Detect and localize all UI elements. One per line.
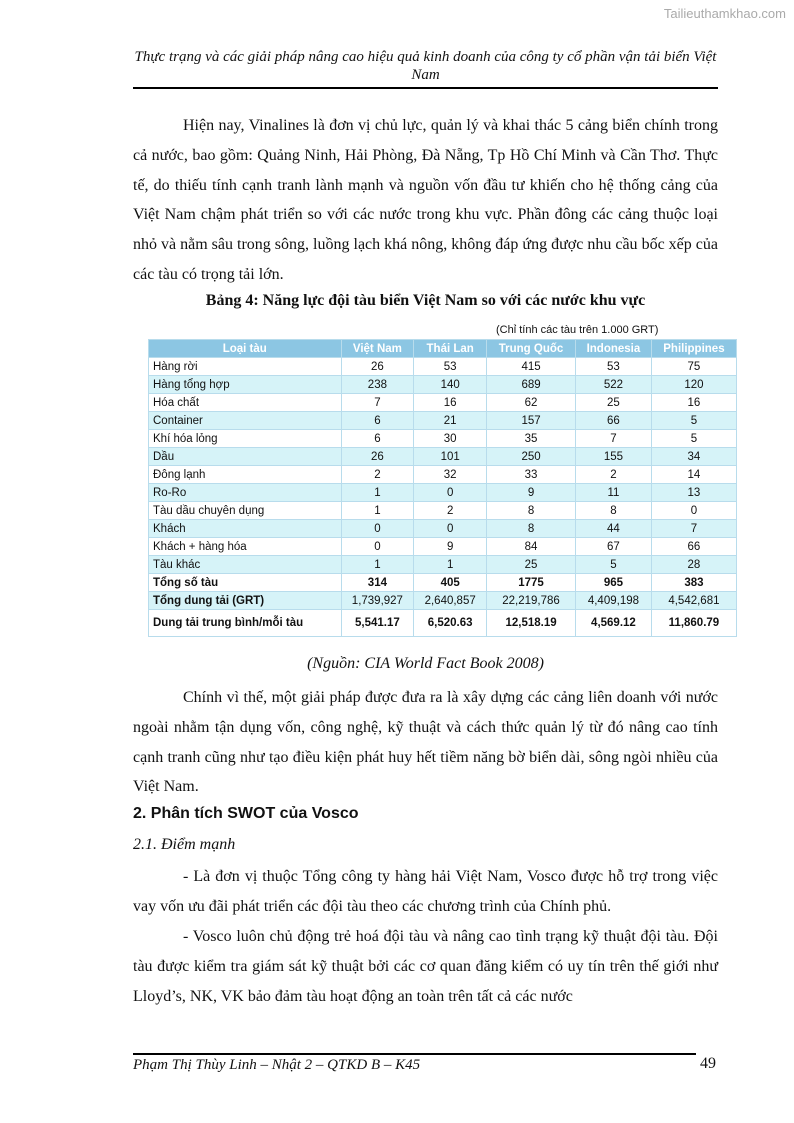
row-label: Hóa chất bbox=[149, 394, 342, 412]
cell: 34 bbox=[651, 448, 736, 466]
col-header: Indonesia bbox=[576, 340, 652, 358]
cell: 1 bbox=[341, 556, 414, 574]
cell: 32 bbox=[414, 466, 487, 484]
row-label: Tàu khác bbox=[149, 556, 342, 574]
cell: 522 bbox=[576, 376, 652, 394]
cell: 1 bbox=[414, 556, 487, 574]
footer-author: Phạm Thị Thùy Linh – Nhật 2 – QTKD B – K45 bbox=[133, 1057, 421, 1073]
cell: 5 bbox=[651, 430, 736, 448]
cell: 2 bbox=[576, 466, 652, 484]
cell: 2 bbox=[341, 466, 414, 484]
cell: 1 bbox=[341, 484, 414, 502]
col-header: Loại tàu bbox=[149, 340, 342, 358]
cell: 0 bbox=[341, 538, 414, 556]
cell: 84 bbox=[487, 538, 576, 556]
cell: 4,569.12 bbox=[576, 610, 652, 637]
cell: 8 bbox=[576, 502, 652, 520]
cell: 53 bbox=[576, 358, 652, 376]
row-label: Hàng rời bbox=[149, 358, 342, 376]
cell: 689 bbox=[487, 376, 576, 394]
cell: 14 bbox=[651, 466, 736, 484]
cell: 415 bbox=[487, 358, 576, 376]
cell: 21 bbox=[414, 412, 487, 430]
footer-rule bbox=[133, 1053, 696, 1055]
cell: 11 bbox=[576, 484, 652, 502]
cell: 25 bbox=[487, 556, 576, 574]
table-row bbox=[149, 430, 737, 448]
cell: 35 bbox=[487, 430, 576, 448]
cell: 26 bbox=[341, 448, 414, 466]
table-row bbox=[149, 376, 737, 394]
cell: 238 bbox=[341, 376, 414, 394]
col-header: Philippines bbox=[651, 340, 736, 358]
row-label: Tàu dầu chuyên dụng bbox=[149, 502, 342, 520]
row-label: Đông lạnh bbox=[149, 466, 342, 484]
cell: 4,409,198 bbox=[576, 592, 652, 610]
cell: 66 bbox=[576, 412, 652, 430]
cell: 30 bbox=[414, 430, 487, 448]
cell: 28 bbox=[651, 556, 736, 574]
page-number: 49 bbox=[700, 1055, 716, 1072]
watermark: Tailieuthamkhao.com bbox=[663, 6, 786, 21]
cell: 25 bbox=[576, 394, 652, 412]
cell: 0 bbox=[414, 484, 487, 502]
cell: 16 bbox=[651, 394, 736, 412]
cell: 16 bbox=[414, 394, 487, 412]
table-title: Bảng 4: Năng lực đội tàu biển Việt Nam so với các nước khu vực bbox=[205, 292, 646, 309]
fleet-table bbox=[148, 339, 737, 637]
table-row bbox=[149, 394, 737, 412]
cell: 1,739,927 bbox=[341, 592, 414, 610]
table-header-row bbox=[149, 340, 737, 358]
cell: 8 bbox=[487, 520, 576, 538]
cell: 7 bbox=[341, 394, 414, 412]
col-header: Thái Lan bbox=[414, 340, 487, 358]
table-row bbox=[149, 574, 737, 592]
table-row bbox=[149, 466, 737, 484]
row-label: Hàng tổng hợp bbox=[149, 376, 342, 394]
cell: 13 bbox=[651, 484, 736, 502]
cell: 44 bbox=[576, 520, 652, 538]
section-heading: 2. Phân tích SWOT của Vosco bbox=[133, 805, 359, 822]
table-source: (Nguồn: CIA World Fact Book 2008) bbox=[307, 655, 544, 672]
table-row bbox=[149, 484, 737, 502]
cell: 9 bbox=[487, 484, 576, 502]
cell: 0 bbox=[414, 520, 487, 538]
row-label: Dầu bbox=[149, 448, 342, 466]
cell: 2 bbox=[414, 502, 487, 520]
cell: 965 bbox=[576, 574, 652, 592]
table-row bbox=[149, 358, 737, 376]
running-header: Thực trạng và các giải pháp nâng cao hiệu quả kinh doanh của công ty cổ phần vận tải biển Việt Nam bbox=[134, 49, 717, 83]
table-note: (Chỉ tính các tàu trên 1.000 GRT) bbox=[496, 324, 659, 336]
cell: 1 bbox=[341, 502, 414, 520]
cell: 4,542,681 bbox=[651, 592, 736, 610]
subsection-heading: 2.1. Điểm mạnh bbox=[133, 836, 236, 853]
cell: 66 bbox=[651, 538, 736, 556]
cell: 6,520.63 bbox=[414, 610, 487, 637]
table-row bbox=[149, 412, 737, 430]
table-row bbox=[149, 502, 737, 520]
row-label: Khách + hàng hóa bbox=[149, 538, 342, 556]
cell: 140 bbox=[414, 376, 487, 394]
cell: 33 bbox=[487, 466, 576, 484]
row-label: Tổng số tàu bbox=[149, 574, 342, 592]
cell: 22,219,786 bbox=[487, 592, 576, 610]
cell: 0 bbox=[651, 502, 736, 520]
table-row bbox=[149, 610, 737, 637]
paragraph-2: Chính vì thế, một giải pháp được đưa ra là xây dựng các cảng liên doanh với nước ngoài nhằm tận dụng vốn, công nghệ, kỹ thuật và cách thức quản lý từ đó nâng cao tính cạnh tranh cũng như tạo điều kiện phát huy hết tiềm năng bờ biển dài, sông ngòi nhiều của Việt Nam. bbox=[133, 689, 718, 796]
col-header: Trung Quốc bbox=[487, 340, 576, 358]
row-label: Ro-Ro bbox=[149, 484, 342, 502]
row-label: Khí hóa lỏng bbox=[149, 430, 342, 448]
cell: 7 bbox=[651, 520, 736, 538]
cell: 6 bbox=[341, 412, 414, 430]
header-rule bbox=[133, 87, 718, 89]
cell: 9 bbox=[414, 538, 487, 556]
cell: 0 bbox=[341, 520, 414, 538]
cell: 7 bbox=[576, 430, 652, 448]
table-row bbox=[149, 520, 737, 538]
cell: 5 bbox=[651, 412, 736, 430]
cell: 250 bbox=[487, 448, 576, 466]
cell: 75 bbox=[651, 358, 736, 376]
cell: 11,860.79 bbox=[651, 610, 736, 637]
cell: 314 bbox=[341, 574, 414, 592]
cell: 62 bbox=[487, 394, 576, 412]
cell: 5,541.17 bbox=[341, 610, 414, 637]
paragraph-1: Hiện nay, Vinalines là đơn vị chủ lực, quản lý và khai thác 5 cảng biển chính trong cả nước, bao gồm: Quảng Ninh, Hải Phòng, Đà Nẵng, Tp Hồ Chí Minh và Cần Thơ. Thực tế, do thiếu tính cạnh tranh lành mạnh và nguồn vốn đầu tư khiến cho hệ thống cảng của Việt Nam chậm phát triển so với các nước trong khu vực. Phần đông các cảng thuộc loại nhỏ và nằm sâu trong sông, luồng lạch khá nông, không đáp ứng được nhu cầu bốc xếp của các tàu có trọng tải lớn. bbox=[133, 117, 718, 283]
cell: 101 bbox=[414, 448, 487, 466]
cell: 12,518.19 bbox=[487, 610, 576, 637]
cell: 120 bbox=[651, 376, 736, 394]
cell: 8 bbox=[487, 502, 576, 520]
cell: 155 bbox=[576, 448, 652, 466]
table-row bbox=[149, 448, 737, 466]
cell: 2,640,857 bbox=[414, 592, 487, 610]
row-label: Tổng dung tải (GRT) bbox=[149, 592, 342, 610]
row-label: Khách bbox=[149, 520, 342, 538]
col-header: Việt Nam bbox=[341, 340, 414, 358]
table-row bbox=[149, 538, 737, 556]
cell: 405 bbox=[414, 574, 487, 592]
paragraph-3: - Là đơn vị thuộc Tổng công ty hàng hải Việt Nam, Vosco được hỗ trợ trong việc vay vốn ưu đãi phát triển các đội tàu theo các chương trình của Chính phủ. bbox=[133, 868, 718, 915]
cell: 1775 bbox=[487, 574, 576, 592]
cell: 67 bbox=[576, 538, 652, 556]
row-label: Dung tải trung bình/mỗi tàu bbox=[149, 610, 342, 637]
cell: 157 bbox=[487, 412, 576, 430]
table-row bbox=[149, 556, 737, 574]
cell: 53 bbox=[414, 358, 487, 376]
cell: 383 bbox=[651, 574, 736, 592]
row-label: Container bbox=[149, 412, 342, 430]
cell: 5 bbox=[576, 556, 652, 574]
table-row bbox=[149, 592, 737, 610]
cell: 26 bbox=[341, 358, 414, 376]
cell: 6 bbox=[341, 430, 414, 448]
paragraph-4: - Vosco luôn chủ động trẻ hoá đội tàu và nâng cao tình trạng kỹ thuật đội tàu. Đội tàu được kiểm tra giám sát kỹ thuật bởi các cơ quan đăng kiểm có uy tín trên thế giới như Lloyd’s, NK, VK bảo đảm tàu hoạt động an toàn trên tất cả các nước bbox=[133, 928, 718, 1005]
